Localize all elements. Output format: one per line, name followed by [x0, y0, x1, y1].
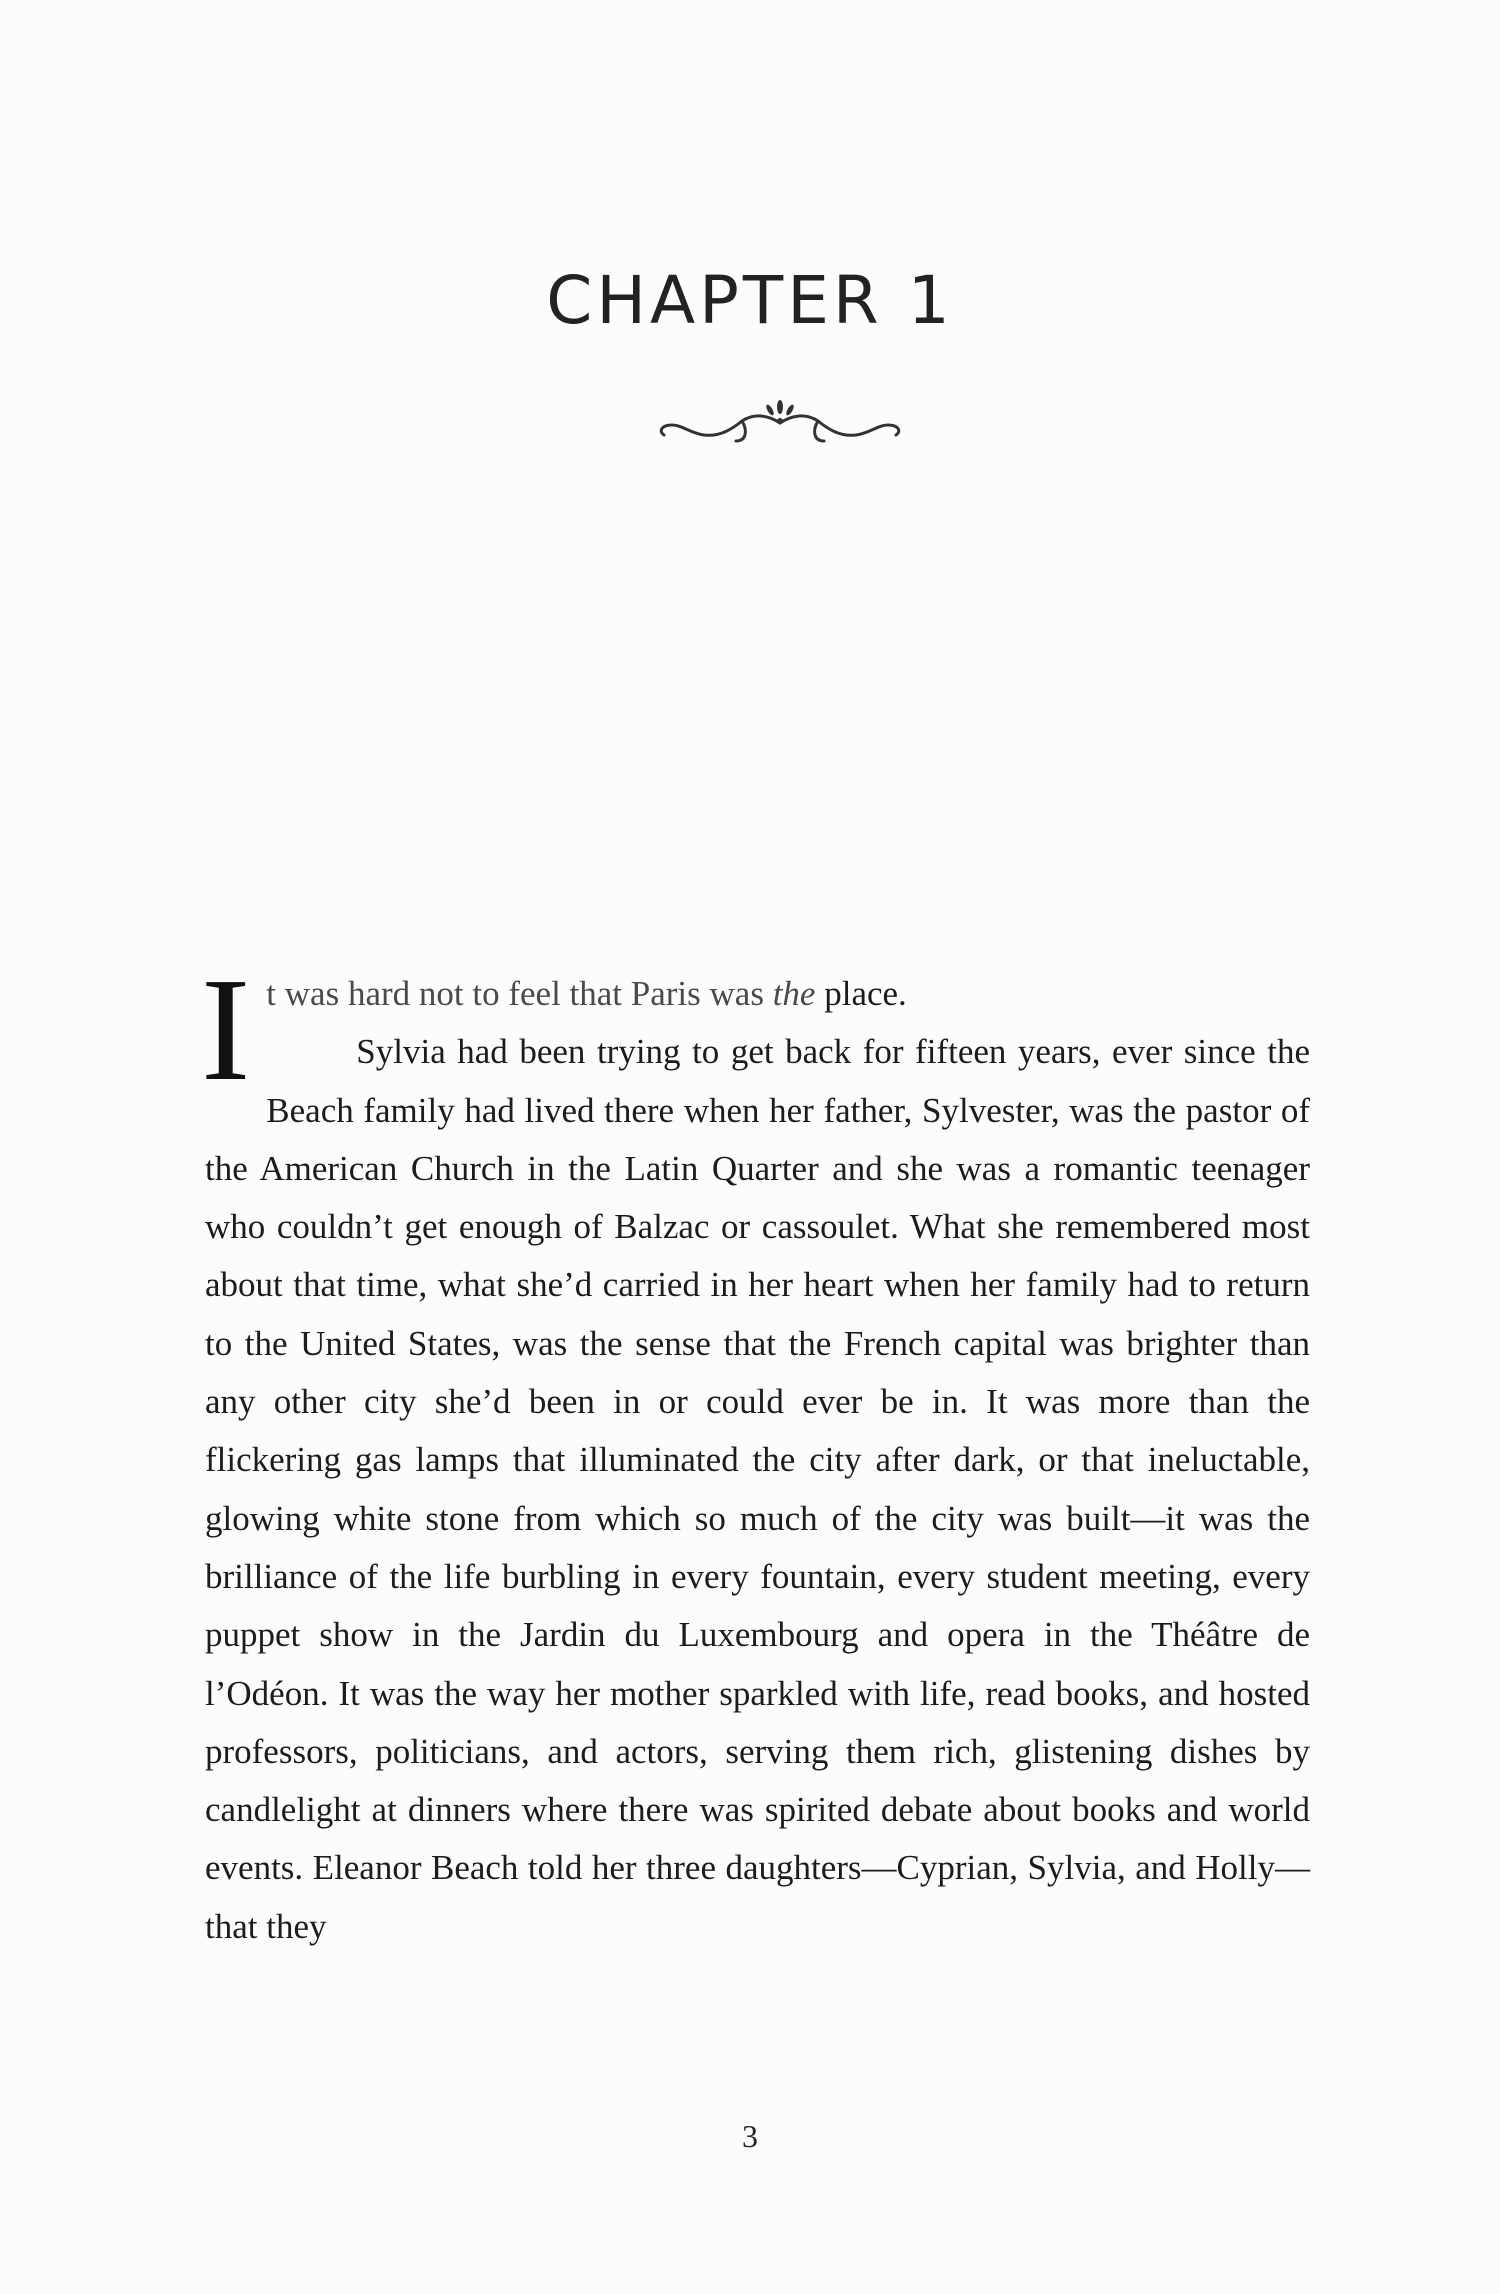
- page-number: 3: [742, 2118, 758, 2154]
- opening-text-end: place.: [815, 974, 907, 1013]
- emphasized-word: the: [772, 974, 816, 1013]
- drop-cap: I: [201, 948, 251, 1112]
- body-paragraph: Sylvia had been trying to get back for fifteen years, ever since the Beach family had lived there when her father, Sylvester, was the pastor of the American Church in the Latin Quarter and she was a romantic teenager who couldn’t get enough of Balzac or cassoulet. What she remembered most about that time, what she’d carried in her heart when her family had to return to the United States, was the sense that the French capital was brighter than any other city she’d been in or could ever be in. It was more than the flickering gas lamps that illuminated the city after dark, or that ineluctable, glowing white stone from which so much of the city was built—it was the brilliance of the life burbling in every fountain, every student meeting, every puppet show in the Jardin du Luxembourg and opera in the Théâtre de l’Odéon. It was the way her mother sparkled with life, read books, and hosted professors, politicians, and actors, serving them rich, glistening dishes by candlelight at dinners where there was spirited debate about books and world events. Eleanor Beach told her three daughters—Cyprian, Sylvia, and Holly—that they: [205, 1032, 1310, 1946]
- opening-text: t was hard not to feel that Paris was: [266, 974, 773, 1013]
- opening-paragraph: [201, 948, 1310, 1112]
- chapter-body: [201, 948, 1310, 1956]
- ornament-flourish-icon: [650, 385, 910, 455]
- chapter-title: CHAPTER 1: [546, 262, 954, 339]
